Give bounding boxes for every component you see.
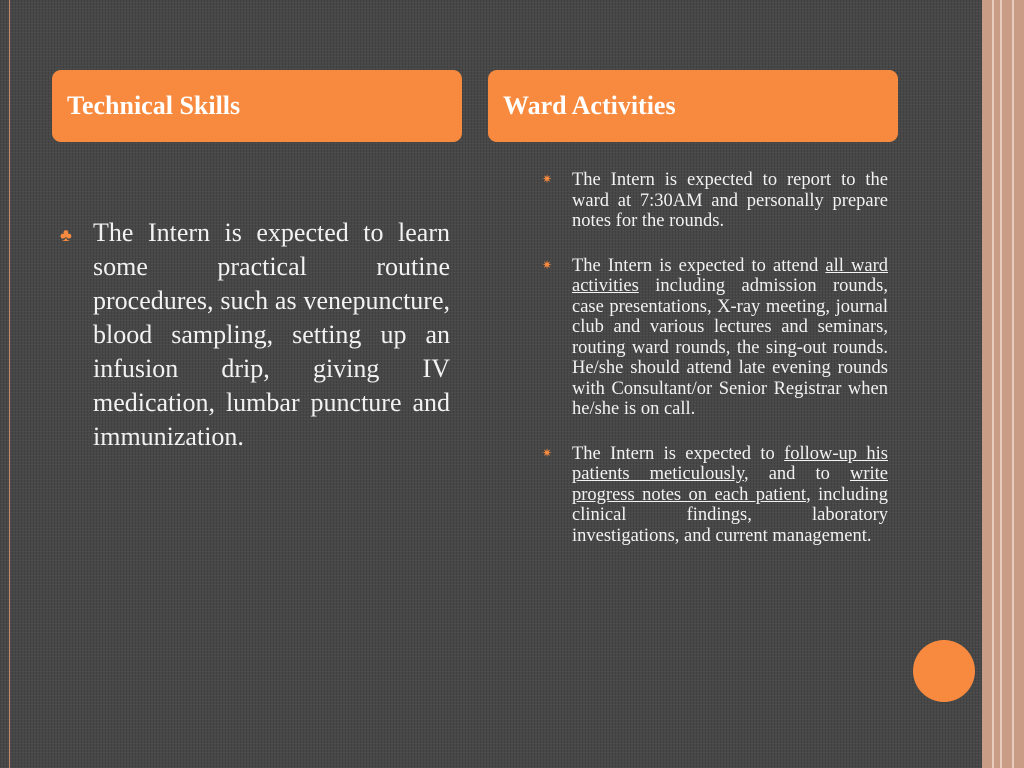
star-bullet-icon: ✷ bbox=[542, 172, 553, 186]
ward-activity-item bbox=[540, 444, 888, 547]
text-run: The Intern is expected to bbox=[572, 443, 785, 464]
ward-activity-text bbox=[572, 256, 888, 420]
club-bullet-icon: ♣ bbox=[60, 225, 72, 245]
ward-activity-item bbox=[540, 170, 888, 232]
ward-activities-header bbox=[488, 70, 898, 142]
text-run: , and to bbox=[744, 464, 850, 484]
text-run: The Intern is expected to attend bbox=[572, 255, 826, 276]
ward-activity-text bbox=[572, 170, 888, 232]
underlined-phrase: follow-up his patients meticulously bbox=[572, 443, 888, 484]
decorative-side-band bbox=[982, 0, 1024, 768]
text-run: including admission rounds, case presentations, X-ray meeting, journal club and various lectures and seminars, routing ward rounds, the sing-out rounds. He/she should attend late evening rounds with Consultant/or Senior Registrar when he/she is on call. bbox=[572, 276, 888, 419]
text-run: The Intern is expected to report to the ward at 7:30AM and personally prepare notes for the rounds. bbox=[572, 170, 888, 231]
ward-activities-title: Ward Activities bbox=[503, 91, 676, 120]
star-bullet-icon: ✷ bbox=[542, 445, 553, 460]
underlined-phrase: write progress notes on each patient bbox=[572, 464, 888, 505]
star-bullet-icon: ✷ bbox=[542, 257, 553, 272]
technical-skills-title: Technical Skills bbox=[67, 91, 241, 120]
underlined-phrase: all ward activities bbox=[572, 255, 888, 296]
decorative-circle bbox=[913, 640, 975, 702]
text-run: , including clinical findings, laboratory investigations, and current management. bbox=[572, 484, 888, 546]
left-frame-line bbox=[9, 0, 10, 768]
ward-activity-text bbox=[572, 444, 888, 547]
ward-activities-list bbox=[540, 170, 888, 570]
ward-activity-item bbox=[540, 256, 888, 420]
technical-skills-text: The Intern is expected to learn some practical routine procedures, such as venepuncture, blood sampling, setting up an infusion drip, giving IV medication, lumbar puncture and immunization. bbox=[93, 218, 450, 451]
technical-skills-header bbox=[52, 70, 462, 142]
